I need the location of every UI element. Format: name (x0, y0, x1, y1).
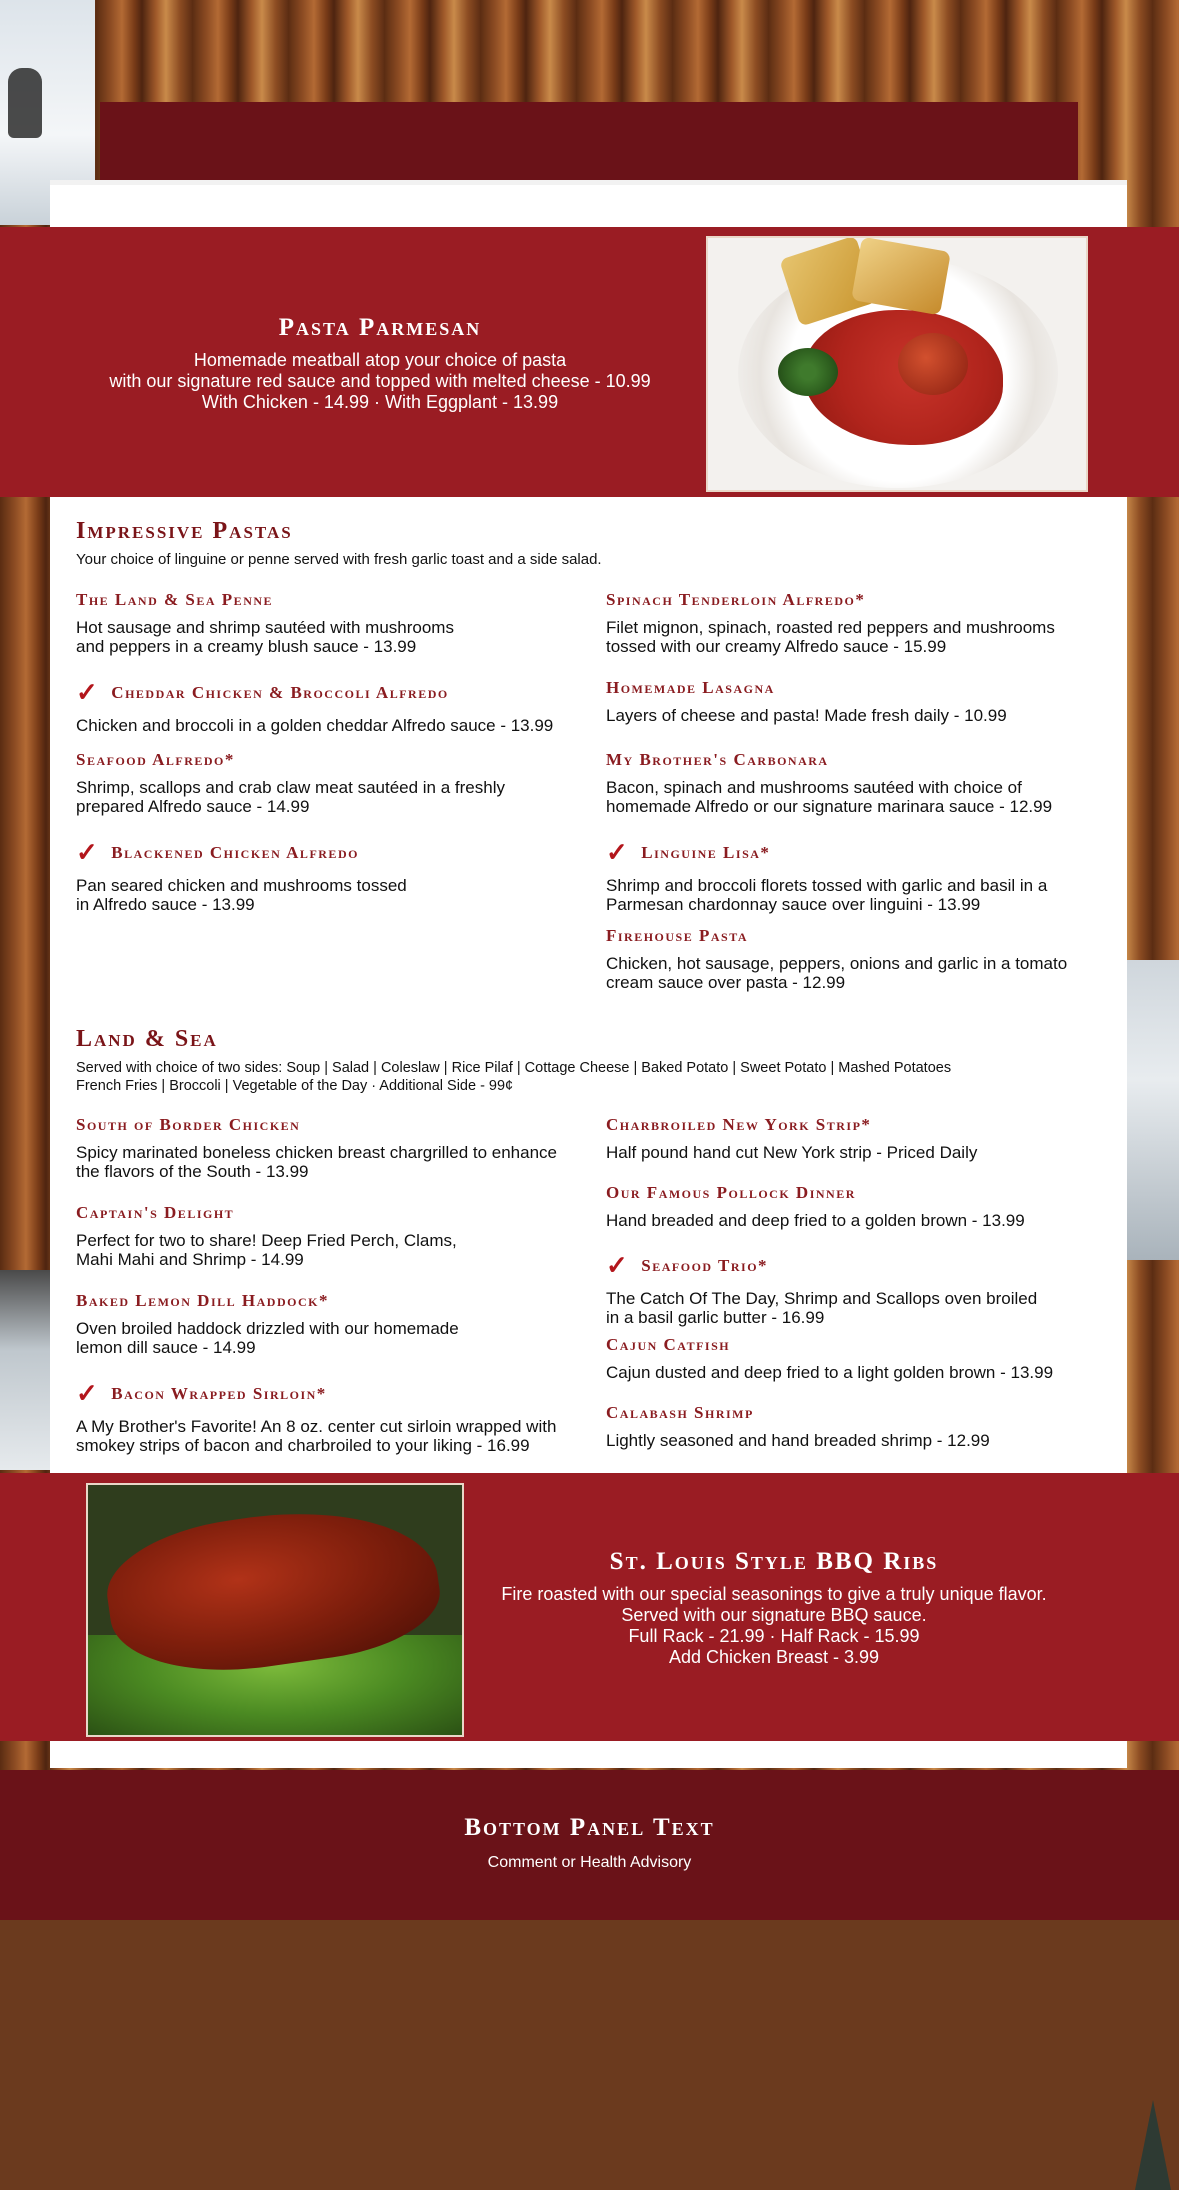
sides-line: Served with choice of two sides: Soup | Salad | Coleslaw | Rice Pilaf | Cottage Cheese | Baked Potato | Sweet Potato | Mashed Potatoes (76, 1060, 952, 1076)
checkmark-icon: ✓ (76, 678, 100, 707)
menu-item-description (606, 876, 1106, 914)
menu-item-name (76, 1115, 576, 1135)
menu-item-description (76, 1417, 576, 1455)
landsea-section (76, 1026, 1076, 1095)
menu-item-description (606, 706, 1106, 725)
menu-item-description-line: Chicken, hot sausage, peppers, onions and garlic in a tomato (606, 954, 1068, 973)
section-subtitle (76, 1059, 1076, 1095)
menu-item-description-line: Parmesan chardonnay sauce over linguini - 13.99 (606, 895, 981, 914)
menu-item-name (606, 838, 1106, 868)
menu-item-description-line: Pan seared chicken and mushrooms tossed (76, 876, 407, 895)
menu-item (76, 1379, 576, 1455)
menu-item-description (76, 1143, 576, 1181)
menu-item-name-text: Cajun Catfish (606, 1335, 731, 1354)
pastas-section (76, 518, 1076, 569)
menu-item-description-line: Chicken and broccoli in a golden cheddar Alfredo sauce - 13.99 (76, 716, 554, 735)
menu-item-name-text: Our Famous Pollock Dinner (606, 1183, 856, 1202)
menu-item-description-line: prepared Alfredo sauce - 14.99 (76, 797, 310, 816)
menu-item-name (606, 1251, 1106, 1281)
footer-panel (0, 1770, 1179, 1920)
menu-item-description (606, 1211, 1106, 1230)
menu-item-name (76, 590, 576, 610)
menu-item-description-line: Shrimp, scallops and crab claw meat sautéed in a freshly (76, 778, 505, 797)
checkmark-icon: ✓ (606, 1251, 630, 1280)
menu-item-name-text: Charbroiled New York Strip* (606, 1115, 872, 1134)
parsley (778, 348, 838, 396)
menu-item-description-line: tossed with our creamy Alfredo sauce - 15.99 (606, 637, 947, 656)
menu-item-description (76, 1231, 576, 1269)
checkmark-icon: ✓ (76, 838, 100, 867)
feature-bottom-line: Add Chicken Breast - 3.99 (668, 1647, 880, 1667)
menu-item-name (606, 750, 1106, 770)
meatball (898, 333, 968, 395)
menu-item-name (76, 838, 576, 868)
snow-scene-photo-right (1127, 960, 1179, 1260)
sides-line: French Fries | Broccoli | Vegetable of the Day · Additional Side - 99¢ (76, 1078, 514, 1094)
menu-item-description (606, 1431, 1106, 1450)
skier-figure (8, 68, 42, 138)
menu-item-description-line: Lightly seasoned and hand breaded shrimp - 12.99 (606, 1431, 990, 1450)
menu-item-name-text: Calabash Shrimp (606, 1403, 754, 1422)
menu-item-name-text: Baked Lemon Dill Haddock* (76, 1291, 329, 1310)
menu-item-name-text: Homemade Lasagna (606, 678, 775, 697)
menu-item (76, 590, 576, 656)
feature-bottom-title: St. Louis Style BBQ Ribs (609, 1548, 939, 1575)
feature-bottom-line: Fire roasted with our special seasonings to give a truly unique flavor. (501, 1584, 1047, 1604)
menu-item-name-text: Firehouse Pasta (606, 926, 748, 945)
menu-item-description-line: Half pound hand cut New York strip - Priced Daily (606, 1143, 978, 1162)
menu-item-name (606, 590, 1106, 610)
menu-item-name-text: Seafood Alfredo* (76, 750, 235, 769)
pasta-photo (706, 236, 1088, 492)
menu-item-name (606, 1183, 1106, 1203)
menu-item (606, 838, 1106, 914)
checkmark-icon: ✓ (76, 1379, 100, 1408)
menu-item-name-text: Spinach Tenderloin Alfredo* (606, 590, 866, 609)
feature-bottom-line: Served with our signature BBQ sauce. (621, 1605, 927, 1625)
menu-item-name (606, 678, 1106, 698)
menu-item-name-text: Bacon Wrapped Sirloin* (111, 1384, 327, 1403)
menu-item-name-text: Cheddar Chicken & Broccoli Alfredo (111, 683, 449, 702)
menu-item-description-line: Mahi Mahi and Shrimp - 14.99 (76, 1250, 304, 1269)
menu-item-description (76, 618, 576, 656)
menu-item-description (606, 1143, 1106, 1162)
menu-item-name (76, 750, 576, 770)
menu-item-description-line: A My Brother's Favorite! An 8 oz. center cut sirloin wrapped with (76, 1417, 557, 1436)
menu-item-name-text: Seafood Trio* (641, 1256, 769, 1275)
menu-item (606, 1403, 1106, 1450)
checkmark-icon: ✓ (606, 838, 630, 867)
menu-item (76, 678, 576, 735)
footer-title: Bottom Panel Text (464, 1814, 715, 1841)
menu-item (76, 1115, 576, 1181)
menu-item-name-text: Captain's Delight (76, 1203, 235, 1222)
menu-item-description-line: Oven broiled haddock drizzled with our homemade (76, 1319, 459, 1338)
pine-tree (1135, 2100, 1171, 2190)
menu-item-description-line: Perfect for two to share! Deep Fried Perch, Clams, (76, 1231, 457, 1250)
menu-item-name-text: South of Border Chicken (76, 1115, 301, 1134)
menu-item-description-line: and peppers in a creamy blush sauce - 13.99 (76, 637, 417, 656)
menu-item-description-line: Hot sausage and shrimp sautéed with mushrooms (76, 618, 454, 637)
section-title: Land & Sea (76, 1026, 218, 1052)
menu-item-description-line: Spicy marinated boneless chicken breast chargrilled to enhance (76, 1143, 557, 1162)
menu-item-name-text: The Land & Sea Penne (76, 590, 274, 609)
menu-item-name (76, 1291, 576, 1311)
menu-item (606, 750, 1106, 816)
feature-top-line: With Chicken - 14.99 · With Eggplant - 13.99 (201, 392, 559, 412)
footer-strip (50, 1742, 1127, 1768)
menu-item (606, 1115, 1106, 1162)
menu-item-description-line: Filet mignon, spinach, roasted red peppers and mushrooms (606, 618, 1055, 637)
feature-top-title: Pasta Parmesan (278, 314, 482, 341)
menu-item-description (606, 1289, 1106, 1327)
menu-item-description (606, 618, 1106, 656)
menu-item (606, 1183, 1106, 1230)
menu-item-name (606, 1115, 1106, 1135)
menu-item-description-line: the flavors of the South - 13.99 (76, 1162, 309, 1181)
menu-item (606, 590, 1106, 656)
ribs-photo (86, 1483, 464, 1737)
menu-item-description-line: Cajun dusted and deep fried to a light golden brown - 13.99 (606, 1363, 1054, 1382)
menu-item-description-line: cream sauce over pasta - 12.99 (606, 973, 846, 992)
menu-item (76, 838, 576, 914)
menu-item (606, 678, 1106, 725)
feature-bottom-line: Full Rack - 21.99 · Half Rack - 15.99 (628, 1626, 920, 1646)
menu-item-name (606, 926, 1106, 946)
menu-item (606, 926, 1106, 992)
menu-item-description (606, 778, 1106, 816)
menu-item-description (76, 1319, 576, 1357)
menu-item-description (606, 1363, 1106, 1382)
menu-item-description-line: lemon dill sauce - 14.99 (76, 1338, 256, 1357)
menu-item-description (606, 954, 1106, 992)
menu-item-name (606, 1335, 1106, 1355)
menu-item-description-line: Bacon, spinach and mushrooms sautéed with choice of (606, 778, 1022, 797)
menu-item-description-line: smokey strips of bacon and charbroiled to your liking - 16.99 (76, 1436, 530, 1455)
feature-top-line: with our signature red sauce and topped with melted cheese - 10.99 (109, 371, 651, 391)
menu-item-description (76, 876, 576, 914)
section-subtitle: Your choice of linguine or penne served with fresh garlic toast and a side salad. (76, 551, 602, 568)
feature-bottom-text (474, 1548, 1074, 1668)
menu-item-name (76, 678, 576, 708)
section-title: Impressive Pastas (76, 518, 293, 544)
menu-item-description (76, 716, 576, 735)
top-header-band (100, 102, 1078, 182)
menu-item-name-text: My Brother's Carbonara (606, 750, 829, 769)
menu-item (76, 1203, 576, 1269)
menu-item (606, 1251, 1106, 1327)
menu-item (606, 1335, 1106, 1382)
menu-item-description (76, 778, 576, 816)
menu-item-description-line: in a basil garlic butter - 16.99 (606, 1308, 825, 1327)
menu-item-description-line: The Catch Of The Day, Shrimp and Scallops oven broiled (606, 1289, 1038, 1308)
menu-item-name (606, 1403, 1106, 1423)
menu-item-description-line: in Alfredo sauce - 13.99 (76, 895, 255, 914)
menu-item-description-line: Shrimp and broccoli florets tossed with garlic and basil in a (606, 876, 1048, 895)
menu-item-name (76, 1379, 576, 1409)
feature-top-text (80, 314, 680, 413)
menu-item-description-line: homemade Alfredo or our signature marinara sauce - 12.99 (606, 797, 1053, 816)
footer-subtitle: Comment or Health Advisory (487, 1854, 692, 1871)
menu-item (76, 750, 576, 816)
frame-photo-left (0, 1270, 55, 1470)
menu-item-description-line: Hand breaded and deep fried to a golden brown - 13.99 (606, 1211, 1025, 1230)
menu-item-name-text: Linguine Lisa* (641, 843, 771, 862)
menu-item-name (76, 1203, 576, 1223)
menu-item-description-line: Layers of cheese and pasta! Made fresh daily - 10.99 (606, 706, 1007, 725)
menu-item-name-text: Blackened Chicken Alfredo (111, 843, 359, 862)
menu-item (76, 1291, 576, 1357)
feature-top-line: Homemade meatball atop your choice of pasta (193, 350, 567, 370)
